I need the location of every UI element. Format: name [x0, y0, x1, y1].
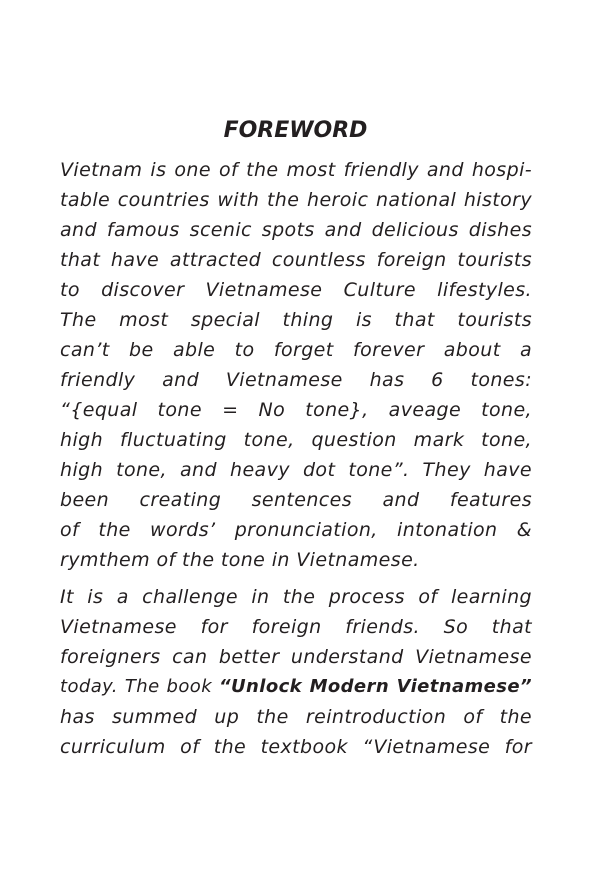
paragraph-line: friendly and Vietnamese has 6 tones:: [60, 369, 532, 391]
paragraph-line: curriculum of the textbook “Vietnamese for: [60, 736, 532, 758]
paragraph-line: can’t be able to forget forever about a: [60, 339, 532, 361]
paragraph-line: high tone, and heavy dot tone”. They have: [60, 459, 532, 481]
page-title: FOREWORD: [223, 118, 368, 143]
paragraph-2: [60, 582, 532, 762]
paragraph-line: to discover Vietnamese Culture lifestyles.: [60, 279, 532, 301]
paragraph-line: rymthem of the tone in Vietnamese.: [60, 549, 420, 571]
paragraph-line: table countries with the heroic national history: [60, 189, 532, 211]
paragraph-line: and famous scenic spots and delicious dishes: [60, 219, 532, 241]
paragraph-line-with-title: [60, 672, 532, 702]
paragraph-line: It is a challenge in the process of learning: [60, 586, 532, 608]
paragraph-line: Vietnam is one of the most friendly and hospi-: [60, 159, 532, 181]
book-title: “Unlock Modern Vietnamese”: [219, 676, 533, 697]
paragraph-line: of the words’ pronunciation, intonation &: [60, 519, 532, 541]
paragraph-1: [60, 155, 532, 575]
paragraph-line: The most special thing is that tourists: [60, 309, 532, 331]
paragraph-line: “{equal tone = No tone}, aveage tone,: [60, 399, 532, 421]
paragraph-line: that have attracted countless foreign tourists: [60, 249, 532, 271]
paragraph-line: high fluctuating tone, question mark tone,: [60, 429, 532, 451]
paragraph-line: foreigners can better understand Vietnamese: [60, 646, 532, 668]
paragraph-line: Vietnamese for foreign friends. So that: [60, 616, 532, 638]
paragraph-line: been creating sentences and features: [60, 489, 532, 511]
text-run: today. The book: [60, 676, 220, 697]
paragraph-line: has summed up the reintroduction of the: [60, 706, 532, 728]
